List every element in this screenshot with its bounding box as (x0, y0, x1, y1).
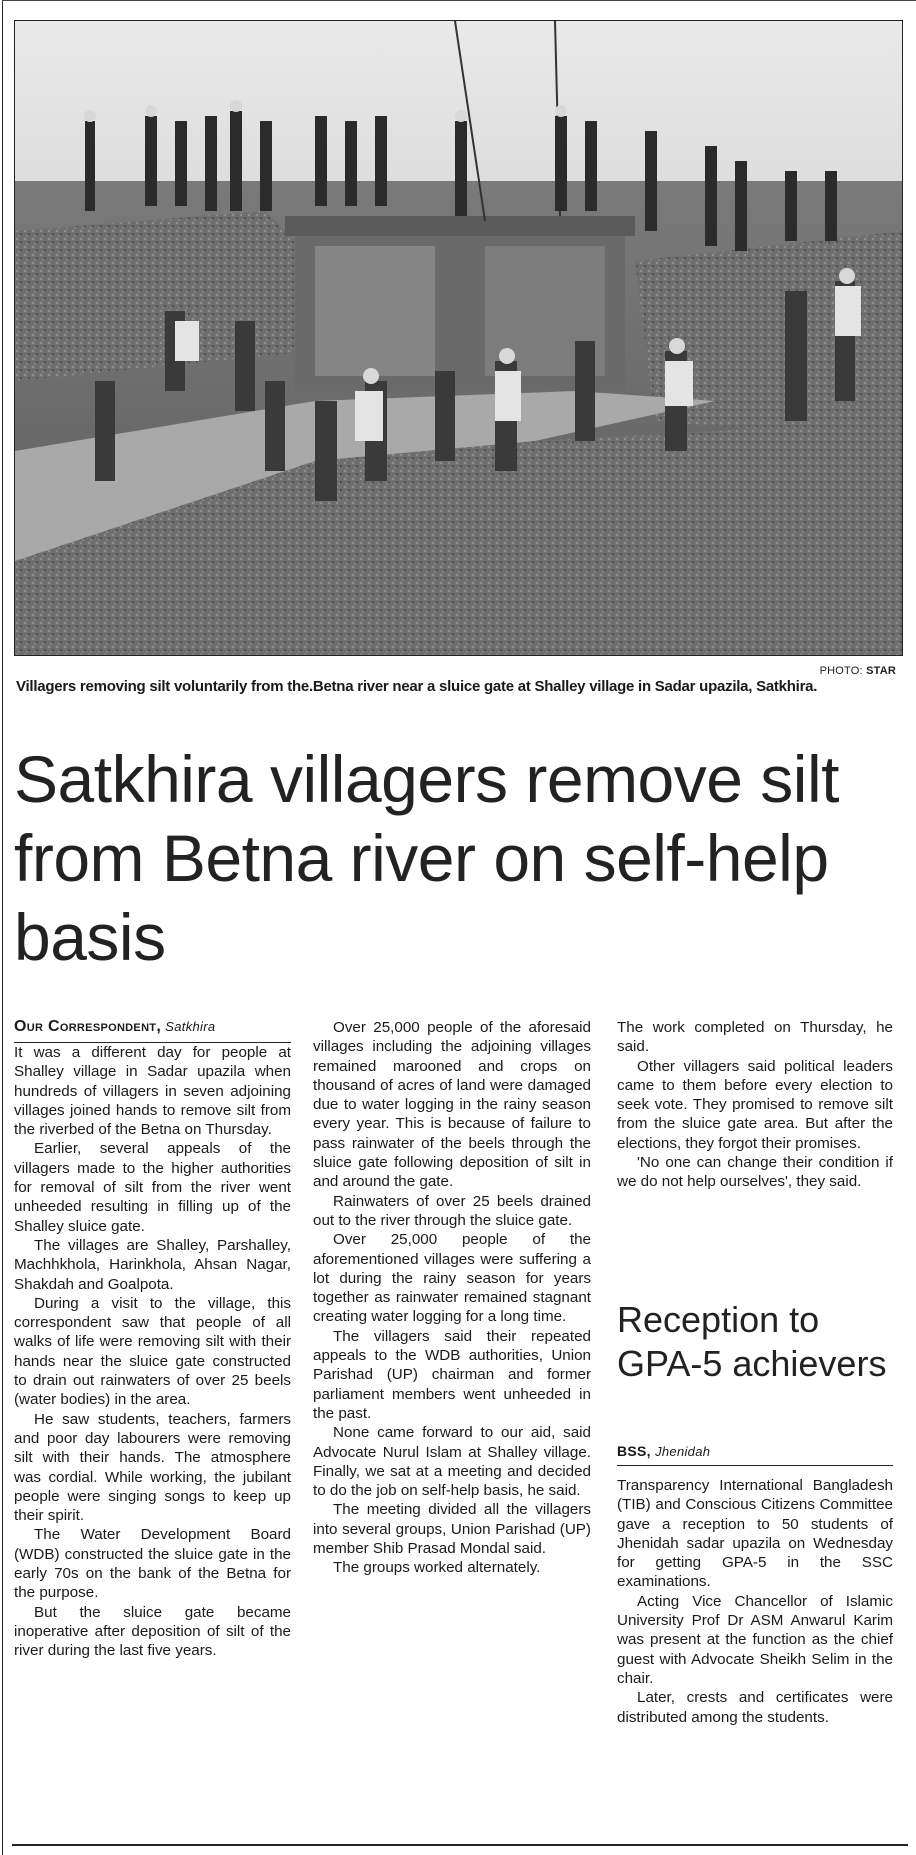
photo-caption: Villagers removing silt voluntarily from the.Betna river near a sluice gate at Shalley village in Sadar upazila, Satkhira. (16, 678, 818, 695)
article-paragraph: The Water Development Board (WDB) constructed the sluice gate in the early 70s on the bank of the Betna for the purpose. (14, 1526, 291, 1602)
article-paragraph: The groups worked alternately. (333, 1559, 541, 1577)
article-paragraph: The meeting divided all the villagers into several groups, Union Parishad (UP) member Shib Prasad Mondal said. (313, 1501, 591, 1558)
article-column-3 (617, 1018, 893, 1192)
article-column-2 (313, 1018, 591, 1578)
article-paragraph: None came forward to our aid, said Advocate Nurul Islam at Shalley village. Finally, we sat at a meeting and decided to do the job on self-help basis, he said. (313, 1424, 591, 1500)
bottom-rule (12, 1844, 908, 1846)
article-paragraph: The villages are Shalley, Parshalley, Machhkhola, Harinkhola, Ahsan Nagar, Shakdah and Goalpota. (14, 1236, 291, 1293)
news-photo-image (15, 21, 902, 655)
photo-credit-prefix: PHOTO: (819, 665, 867, 677)
byline-location: Satkhira (165, 1019, 216, 1034)
column-rule (2, 0, 3, 1855)
brief-byline-location: Jhenidah (655, 1444, 711, 1459)
article-column-1 (14, 1043, 291, 1661)
photo-credit-source: STAR (866, 665, 896, 677)
article-headline: Satkhira villagers remove silt from Betna river on self-help basis (14, 742, 839, 974)
article-paragraph: Other villagers said political leaders came to them before every election to seek vote. They promised to remove silt from the sluice gate area. But after the elections, they forgot their promises. (617, 1057, 893, 1152)
article-byline (14, 1018, 291, 1043)
top-rule (2, 0, 916, 1)
brief-paragraph: Transparency International Bangladesh (TIB) and Conscious Citizens Committee gave a reception to 50 students of Jhenidah sadar upazila on Wednesday for getting GPA-5 in the SSC examinations. (617, 1477, 893, 1591)
article-paragraph: But the sluice gate became inoperative after deposition of silt of the river during the last five years. (14, 1603, 291, 1660)
article-paragraph: He saw students, teachers, farmers and poor day labourers were removing silt with their hands. The atmosphere was cordial. While working, the jubilant people were singing songs to keep up their spirit. (14, 1410, 291, 1525)
brief-headline: Reception to GPA-5 achievers (617, 1299, 887, 1384)
article-paragraph: It was a different day for people at Shalley village in Sadar upazila when hundreds of villagers in seven adjoining villages joined hands to remove silt from the riverbed of the Betna on Thursday. (14, 1044, 291, 1139)
brief-body (617, 1476, 893, 1727)
article-paragraph: Earlier, several appeals of the villagers made to the higher authorities for removal of silt from the river went unheeded resulting in filling up of the Shalley sluice gate. (14, 1140, 291, 1235)
article-paragraph: Over 25,000 people of the aforementioned villages were suffering a lot during the rainy season for years together as rainwater remained stagnant creating water logging for a long time. (313, 1231, 591, 1326)
article-paragraph: The work completed on Thursday, he said. (617, 1019, 893, 1056)
brief-byline-name: BSS, (617, 1443, 651, 1459)
article-paragraph: Rainwaters of over 25 beels drained out to the river through the sluice gate. (313, 1192, 591, 1229)
photo-credit (820, 665, 896, 677)
article-paragraph: During a visit to the village, this correspondent saw that people of all walks of life were removing silt with their hands near the sluice gate constructed to drain out rainwaters of over 25 beels (water bodies) in the area. (14, 1294, 291, 1409)
article-paragraph: Over 25,000 people of the aforesaid villages including the adjoining villages remained marooned and crops on thousand of acres of land were damaged due to water logging in the rainy season every year. This is because of failure to pass rainwater of the beels through the sluice gate following deposition of silt in and around the gate. (313, 1019, 591, 1191)
byline-name: Our Correspondent, (14, 1018, 162, 1035)
article-paragraph: 'No one can change their condition if we do not help ourselves', they said. (617, 1154, 893, 1191)
brief-paragraph: Later, crests and certificates were distributed among the students. (617, 1689, 893, 1726)
news-photo (14, 20, 903, 656)
brief-paragraph: Acting Vice Chancellor of Islamic University Prof Dr ASM Anwarul Karim was present at the function as the chief guest with Advocate Sheikh Selim in the chair. (617, 1592, 893, 1687)
brief-byline (617, 1443, 893, 1466)
article-paragraph: The villagers said their repeated appeals to the WDB authorities, Union Parishad (UP) chairman and former parliament members went unheeded in the past. (313, 1327, 591, 1422)
